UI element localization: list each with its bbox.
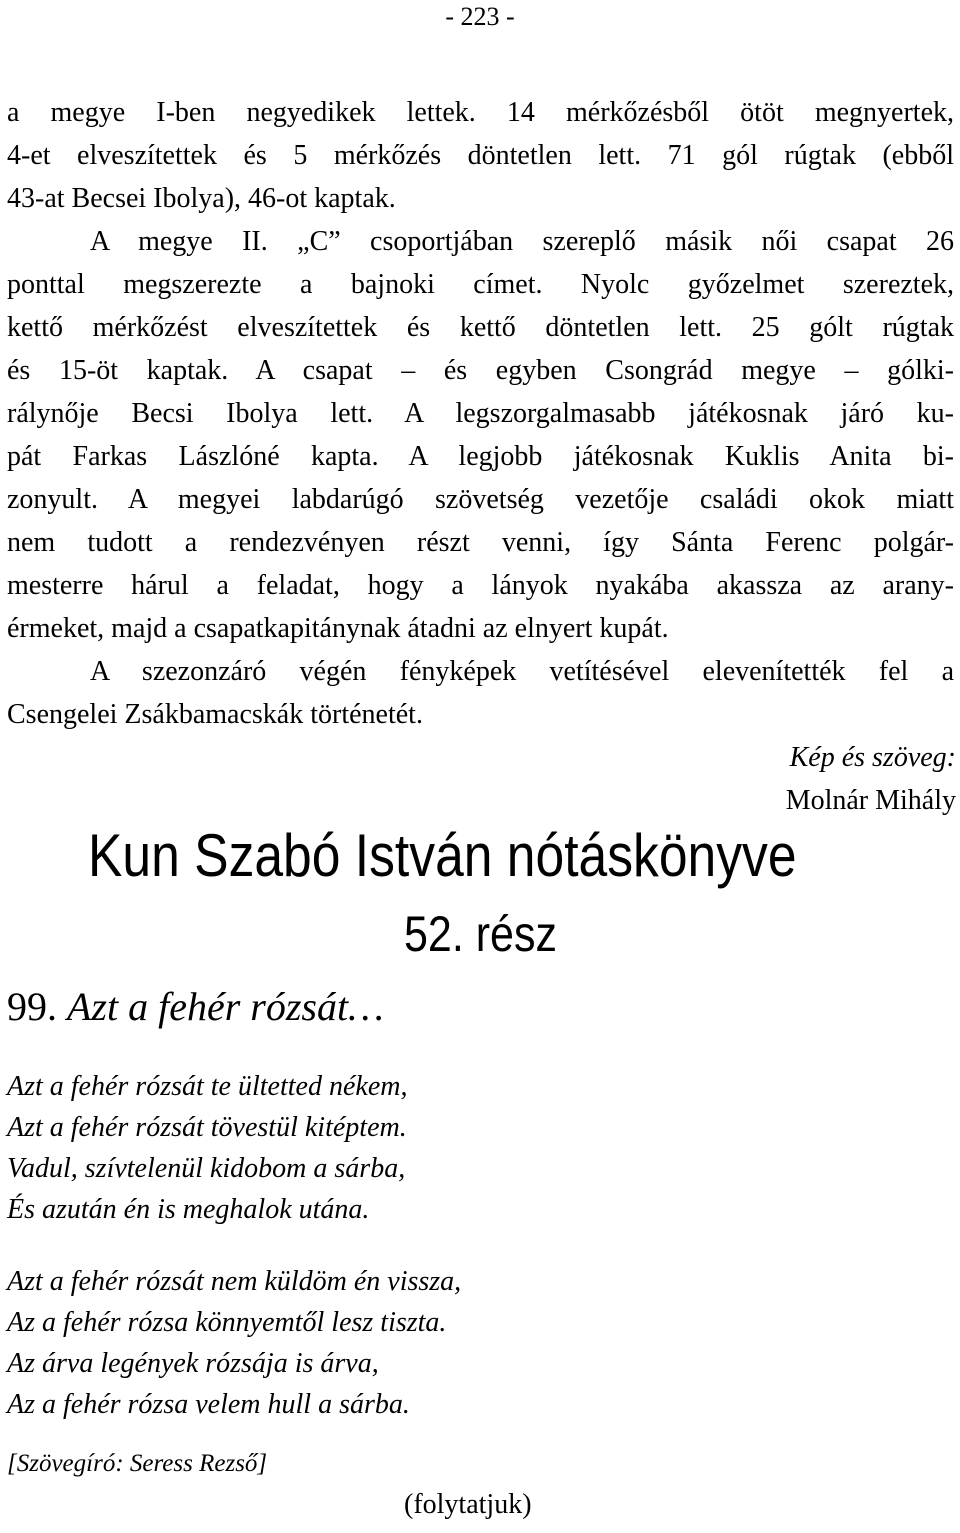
song-heading xyxy=(7,982,384,1032)
songbook-part: 52. rész xyxy=(404,906,557,962)
verse-line: És azután én is meghalok utána. xyxy=(7,1194,370,1225)
article-line: ponttal megszerezte a bajnoki címet. Nyolc győzelmet szereztek, xyxy=(7,269,954,300)
article-line: nem tudott a rendezvényen részt venni, így Sánta Ferenc polgár- xyxy=(7,527,954,558)
article-line: 4-et elveszítettek és 5 mérkőzés döntetlen lett. 71 gól rúgtak (ebből xyxy=(7,140,954,171)
verse-line: Azt a fehér rózsát tövestül kitéptem. xyxy=(7,1112,407,1143)
verse-line: Az a fehér rózsa velem hull a sárba. xyxy=(7,1389,410,1420)
article-line: zonyult. A megyei labdarúgó szövetség vezetője családi okok miatt xyxy=(7,484,954,515)
article-line: érmeket, majd a csapatkapitánynak átadni az elnyert kupát. xyxy=(7,613,669,644)
continued-note: (folytatjuk) xyxy=(404,1489,532,1520)
photo-credit-name: Molnár Mihály xyxy=(785,785,956,816)
photo-credit-label: Kép és szöveg: xyxy=(789,742,956,773)
article-line: A szezonzáró végén fényképek vetítésével elevenítették fel a xyxy=(90,656,954,687)
song-title: Azt a fehér rózsát… xyxy=(67,984,384,1029)
article-line: kettő mérkőzést elveszítettek és kettő döntetlen lett. 25 gólt rúgtak xyxy=(7,312,954,343)
article-line: a megye I-ben negyedikek lettek. 14 mérkőzésből ötöt megnyertek, xyxy=(7,97,954,128)
article-line: rálynője Becsi Ibolya lett. A legszorgalmasabb játékosnak járó ku- xyxy=(7,398,954,429)
article-line: Csengelei Zsákbamacskák történetét. xyxy=(7,699,423,730)
verse-line: Vadul, szívtelenül kidobom a sárba, xyxy=(7,1153,406,1184)
song-number: 99. xyxy=(7,984,57,1029)
article-line: mesterre hárul a feladat, hogy a lányok nyakába akassza az arany- xyxy=(7,570,954,601)
page-number: - 223 - xyxy=(445,2,515,31)
article-line: és 15-öt kaptak. A csapat – és egyben Csongrád megye – gólki- xyxy=(7,355,954,386)
lyricist-credit: [Szövegíró: Seress Rezső] xyxy=(7,1450,268,1477)
verse-line: Azt a fehér rózsát te ültetted nékem, xyxy=(7,1071,408,1102)
songbook-title: Kun Szabó István nótáskönyve xyxy=(88,822,797,889)
article-line: A megye II. „C” csoportjában szereplő másik női csapat 26 xyxy=(90,226,954,257)
verse-line: Az árva legények rózsája is árva, xyxy=(7,1348,379,1379)
article-line: pát Farkas Lászlóné kapta. A legjobb játékosnak Kuklis Anita bi- xyxy=(7,441,954,472)
verse-line: Azt a fehér rózsát nem küldöm én vissza, xyxy=(7,1266,462,1297)
verse-line: Az a fehér rózsa könnyemtől lesz tiszta. xyxy=(7,1307,447,1338)
article-line: 43-at Becsei Ibolya), 46-ot kaptak. xyxy=(7,183,396,214)
